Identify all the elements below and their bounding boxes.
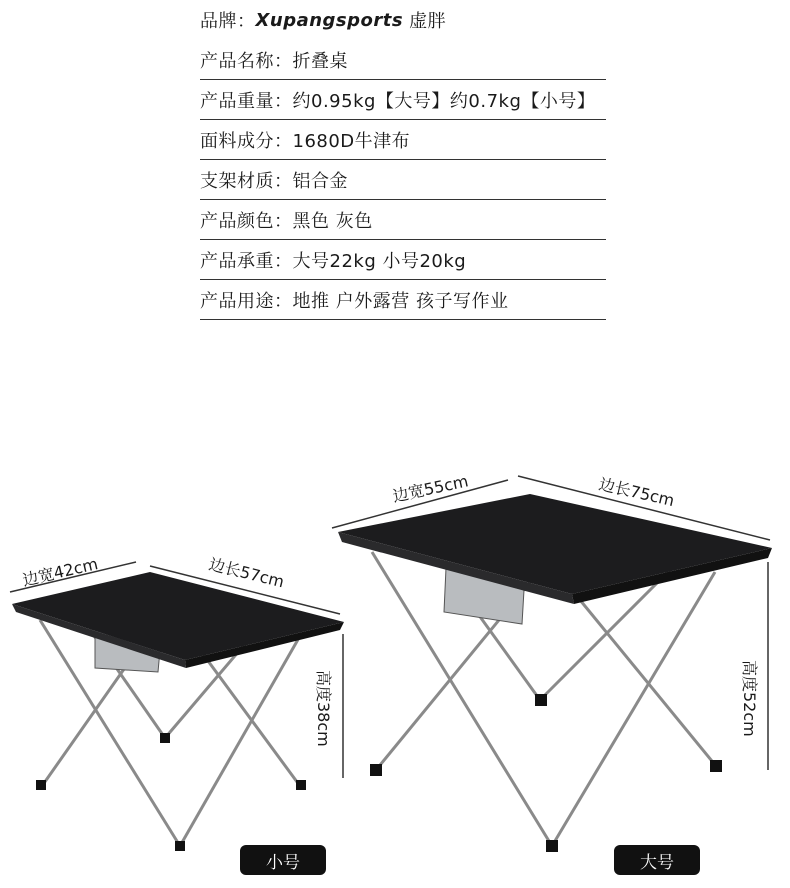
foot bbox=[175, 841, 185, 851]
spec-label: 品牌： bbox=[200, 11, 256, 32]
spec-value: 虚胖 bbox=[409, 11, 447, 32]
spec-label: 产品颜色： bbox=[200, 210, 293, 232]
large-width-label: 边宽55cm bbox=[390, 471, 470, 506]
spec-value: 1680D牛津布 bbox=[292, 130, 411, 152]
tables-illustration bbox=[0, 440, 790, 888]
foot bbox=[296, 780, 306, 790]
spec-value: 铝合金 bbox=[292, 170, 348, 192]
foot bbox=[535, 694, 547, 706]
spec-label: 产品重量： bbox=[200, 90, 293, 112]
brand-name: Xupangsports bbox=[255, 9, 404, 31]
spec-value: 黑色 灰色 bbox=[292, 210, 373, 232]
foot bbox=[370, 764, 382, 776]
large-table bbox=[332, 471, 772, 852]
spec-list bbox=[200, 0, 606, 320]
small-size-badge: 小号 bbox=[240, 845, 326, 875]
foot bbox=[36, 780, 46, 790]
foot bbox=[710, 760, 722, 772]
spec-row-load bbox=[200, 240, 606, 280]
foot bbox=[160, 733, 170, 743]
foot bbox=[546, 840, 558, 852]
spec-row-weight bbox=[200, 80, 606, 120]
spec-value: 折叠桌 bbox=[292, 50, 348, 72]
large-height-label: 高度52cm bbox=[740, 660, 759, 737]
spec-row-frame bbox=[200, 160, 606, 200]
spec-value: 约0.95kg【大号】约0.7kg【小号】 bbox=[292, 90, 596, 112]
spec-label: 产品用途： bbox=[200, 290, 293, 312]
spec-row-brand bbox=[200, 0, 606, 40]
small-table bbox=[10, 554, 344, 851]
spec-value: 大号22kg 小号20kg bbox=[292, 250, 467, 272]
spec-row-color bbox=[200, 200, 606, 240]
spec-label: 支架材质： bbox=[200, 170, 293, 192]
small-length-label: 边长57cm bbox=[207, 554, 287, 592]
spec-label: 面料成分： bbox=[200, 130, 293, 152]
spec-row-name bbox=[200, 40, 606, 80]
large-size-badge: 大号 bbox=[614, 845, 700, 875]
small-width-label: 边宽42cm bbox=[20, 554, 100, 590]
large-length-label: 边长75cm bbox=[597, 474, 677, 511]
spec-row-usage bbox=[200, 280, 606, 320]
spec-label: 产品名称： bbox=[200, 50, 293, 72]
small-height-label: 高度38cm bbox=[314, 670, 333, 747]
spec-value: 地推 户外露营 孩子写作业 bbox=[292, 290, 509, 312]
spec-label: 产品承重： bbox=[200, 250, 293, 272]
spec-row-fabric bbox=[200, 120, 606, 160]
